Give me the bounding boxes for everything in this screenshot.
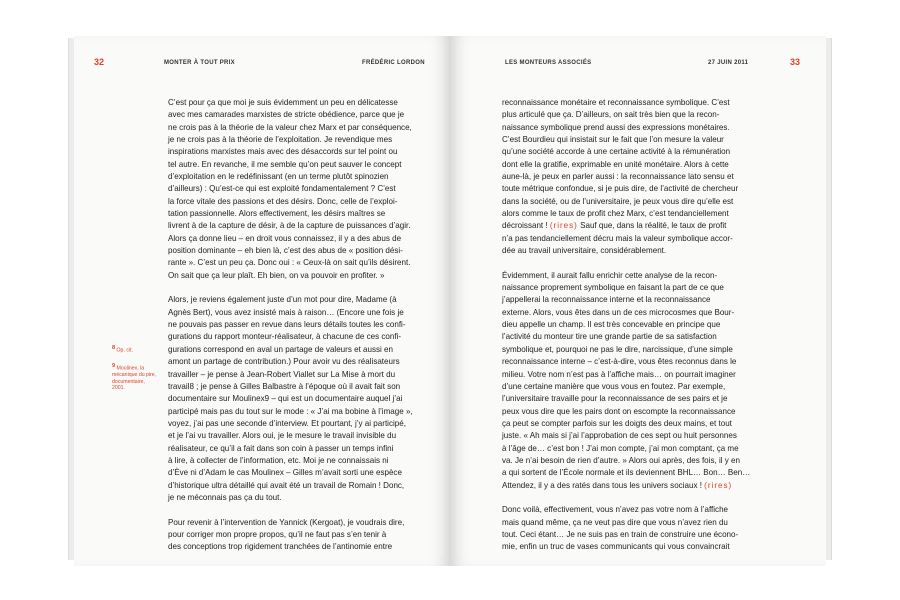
- text-line: ne crois pas à la théorie de la valeur chez Marx et par conséquence,: [168, 122, 412, 132]
- footnote: [112, 345, 158, 354]
- text-line: Agnès Bert), vous avez insisté mais à raison… (Encore une fois je: [168, 307, 404, 317]
- text-line: rante ». C’est un peu ça. Donc oui : « Ceux-là on sait qu’ils désirent.: [168, 258, 411, 268]
- running-head-author: FRÉDÉRIC LORDON: [362, 60, 425, 66]
- paragraph: [502, 97, 772, 257]
- text-line: d’exploitation en le redéfinissant (en un terme plutôt spinozien: [168, 172, 389, 182]
- text-line: peux vous dire que les pairs dont on escompte la reconnaissance: [502, 406, 736, 416]
- text-line: Donc voilà, effectivement, vous n’avez pas votre nom à l’affiche: [502, 505, 729, 515]
- text-line: dont elle la gratifie, exprimable en unité monétaire. Alors à cette: [502, 159, 729, 169]
- text-line: dans la société, ou de l’universitaire, je peux vous dire qu’elle est: [502, 196, 734, 206]
- text-line: l’activité du monteur tire une grande partie de sa satisfaction: [502, 332, 717, 342]
- text-line: la force vitale des passions et des désirs. Donc, celle de l’exploi-: [168, 196, 398, 206]
- text-line: ça peut se compter parfois sur les doigts des deux mains, et tout: [502, 418, 732, 428]
- running-head-title: MONTER À TOUT PRIX: [164, 60, 235, 66]
- paragraph: [168, 294, 430, 504]
- text-line: Alors ça donne lieu – en droit vous connaissez, il y a des abus de: [168, 233, 402, 243]
- text-line: C’est Bourdieu qui insistait sur le fait que l’on mesure la valeur: [502, 135, 724, 145]
- footnotes: [112, 345, 158, 401]
- text-line: travailler – je pense à Jean-Robert Viallet sur La Mise à mort du: [168, 369, 396, 379]
- open-book: [74, 36, 826, 566]
- running-head-title: LES MONTEURS ASSOCIÉS: [505, 60, 592, 66]
- text-line: gurations du rapport monteur-réalisateur, à chacune de ces confi-: [168, 332, 402, 342]
- text-line: participé mais pas du tout sur le mode : « J’ai ma bobine à l’image »,: [168, 406, 413, 416]
- text-line: toute métrique confondue, si je puis dire, de l’activité de chercheur: [502, 184, 739, 194]
- text-line: à lire, à collecter de l’information, etc. Moi je ne connaissais ni: [168, 455, 389, 465]
- text-line: j’appellerai la reconnaissance interne et la reconnaissance: [502, 295, 711, 305]
- text-line: reconnaissance interne – c’est-à-dire, vous êtes reconnus dans le: [502, 357, 737, 367]
- text-line: d’historique ultra détaillé qui avait été un travail de Romain ! Donc,: [168, 480, 405, 490]
- text-line: Évidemment, il aurait fallu enrichir cette analyse de la recon-: [502, 270, 718, 280]
- laughter-annotation: (rires): [549, 221, 578, 231]
- text-line: position dominante – eh bien là, c’est des abus de « position dési-: [168, 246, 403, 256]
- text-line: naissance symbolique prend aussi des expressions monétaires.: [502, 122, 730, 132]
- paragraph: [502, 270, 772, 492]
- text-line: à l’âge de… c’est bon ! J’ai mon compte, j’ai mon comptant, ça me: [502, 443, 739, 453]
- text-line: décroissant ! (rires) Sauf que, dans la réalité, le taux de profit: [502, 221, 727, 231]
- page-number: 32: [94, 57, 105, 67]
- left-page: [74, 36, 450, 566]
- paragraph: [502, 504, 772, 553]
- footnote-number: 9: [112, 363, 116, 370]
- text-line: des conceptions trop rigidement tranchées de l’antinomie entre: [168, 542, 393, 552]
- right-page: [450, 36, 826, 566]
- laughter-annotation: (rires): [704, 480, 733, 490]
- text-line: tel autre. En revanche, il me semble qu’on peut sauver le concept: [168, 159, 402, 169]
- text-line: je ne crois pas à la théorie de l’exploitation. Je revendique mes: [168, 135, 393, 145]
- text-line: va. Je n’ai besoin de rien d’autre. » Alors oui après, des fois, il y en: [502, 455, 740, 465]
- text-line: documentaire sur Moulinex9 – qui est un documentaire auquel j’ai: [168, 394, 403, 404]
- footnote-text: Op. cit.: [116, 347, 133, 354]
- text-line: Alors, je reviens également juste d’un mot pour dire, Madame (à: [168, 295, 397, 305]
- text-line: milieu. Votre nom n’est pas à l’affiche mais… on pourrait imaginer: [502, 369, 736, 379]
- text-line: d’une certaine manière que vous vous en foutez. Par exemple,: [502, 381, 726, 391]
- text-line: amont un partage de contribution.) Pour avoir vu des réalisateurs: [168, 357, 400, 367]
- left-body-text: [168, 97, 430, 566]
- text-line: naissance proprement symbolique en faisant la part de ce que: [502, 283, 724, 293]
- text-line: d’ailleurs) : Qu’est-ce qui est exploité fondamentalement ? C’est: [168, 184, 396, 194]
- text-line: externe. Alors, vous êtes dans un de ces microcosmes que Bour-: [502, 307, 735, 317]
- paragraph: [168, 97, 430, 282]
- text-line: a qui sortent de l’École normale et ils deviennent BHL… Bon… Ben…: [502, 468, 751, 478]
- running-head-date: 27 JUIN 2011: [708, 60, 749, 66]
- text-line: inspirations marxistes mais avec des désaccords sur tel point ou: [168, 147, 398, 157]
- footnote-text: Moulinex, la mécanique du pire, documentaire, 2001.: [112, 365, 157, 392]
- text-line: juste. « Ah mais si j’ai l’approbation de ces sept ou huit personnes: [502, 431, 737, 441]
- text-line: alors comme le taux de profit chez Marx, c’est tendanciellement: [502, 209, 729, 219]
- page-edge-right: [825, 38, 832, 560]
- text-line: tout. Ceci étant… Je ne suis pas en train de construire une écono-: [502, 529, 739, 539]
- text-line: symbolique et, pourquoi ne pas le dire, narcissique, d’une simple: [502, 344, 733, 354]
- text-line: Pour revenir à l’intervention de Yannick (Kergoat), je voudrais dire,: [168, 517, 405, 527]
- text-line: Attendez, il y a des ratés dans tous les univers sociaux ! (rires): [502, 480, 733, 490]
- text-line: C’est pour ça que moi je suis évidemment un peu en délicatesse: [168, 98, 398, 107]
- footnote-number: 8: [112, 345, 116, 351]
- text-line: On sait que ça leur plaît. Eh bien, on va pouvoir en profiter. »: [168, 270, 385, 280]
- text-line: ne pouvais pas passer en revue dans leurs détails toutes les confi-: [168, 320, 406, 330]
- text-line: et je l’ai vu travailler. Alors oui, je le mesure le travail invisible du: [168, 431, 397, 441]
- text-line: réalisateur, ce qu’il a fait dans son coin à passer un temps infini: [168, 443, 394, 453]
- text-line: gurations correspond en aval un partage de valeurs et aussi en: [168, 344, 394, 354]
- text-line: je ne méconnais pas ça du tout.: [168, 492, 282, 502]
- text-line: dieu appelle un champ. Il est très concevable en principe que: [502, 320, 721, 330]
- paragraph: [168, 517, 430, 554]
- text-line: pour corriger mon propre propos, qu’il ne faut pas s’en tenir à: [168, 529, 387, 539]
- text-line: l’universitaire travaille pour la reconnaissance de ses pairs et je: [502, 394, 728, 404]
- right-body-text: [502, 97, 772, 566]
- text-line: livrent à de la capture de désir, à de la capture de puissances d’agir.: [168, 221, 411, 231]
- text-line: qu’une société accorde à une certaine activité à la rémunération: [502, 147, 731, 157]
- text-line: travail8 ; je pense à Gilles Balbastre à l’époque où il avait fait son: [168, 381, 401, 391]
- text-line: dée au travail universitaire, considérablement.: [502, 246, 667, 256]
- footnote: [112, 363, 158, 391]
- text-line: reconnaissance monétaire et reconnaissance symbolique. C’est: [502, 98, 730, 107]
- text-line: n’a pas tendanciellement décru mais la valeur symbolique accor-: [502, 233, 733, 243]
- text-line: voyez, j’ai pas une seconde d’interview. Et pourtant, j’y ai participé,: [168, 418, 406, 428]
- page-number: 33: [790, 57, 801, 67]
- text-line: avec mes camarades marxistes de stricte obédience, parce que je: [168, 110, 405, 120]
- text-line: tation passionnelle. Alors effectivement, les désirs maîtres se: [168, 209, 386, 219]
- text-line: aune-là, je peux en parler aussi : la reconnaissance lato sensu et: [502, 172, 734, 182]
- text-line: mais quand même, ça ne veut pas dire que vous n’avez rien du: [502, 517, 728, 527]
- text-line: d’Ève ni d’Adam le cas Moulinex – Gilles m’avait sorti une espèce: [168, 468, 402, 478]
- text-line: plus articulé que ça. D’ailleurs, on sait très bien que la recon-: [502, 110, 720, 120]
- text-line: mie, enfin un truc de vases communicants qui vous convaincrait: [502, 542, 730, 552]
